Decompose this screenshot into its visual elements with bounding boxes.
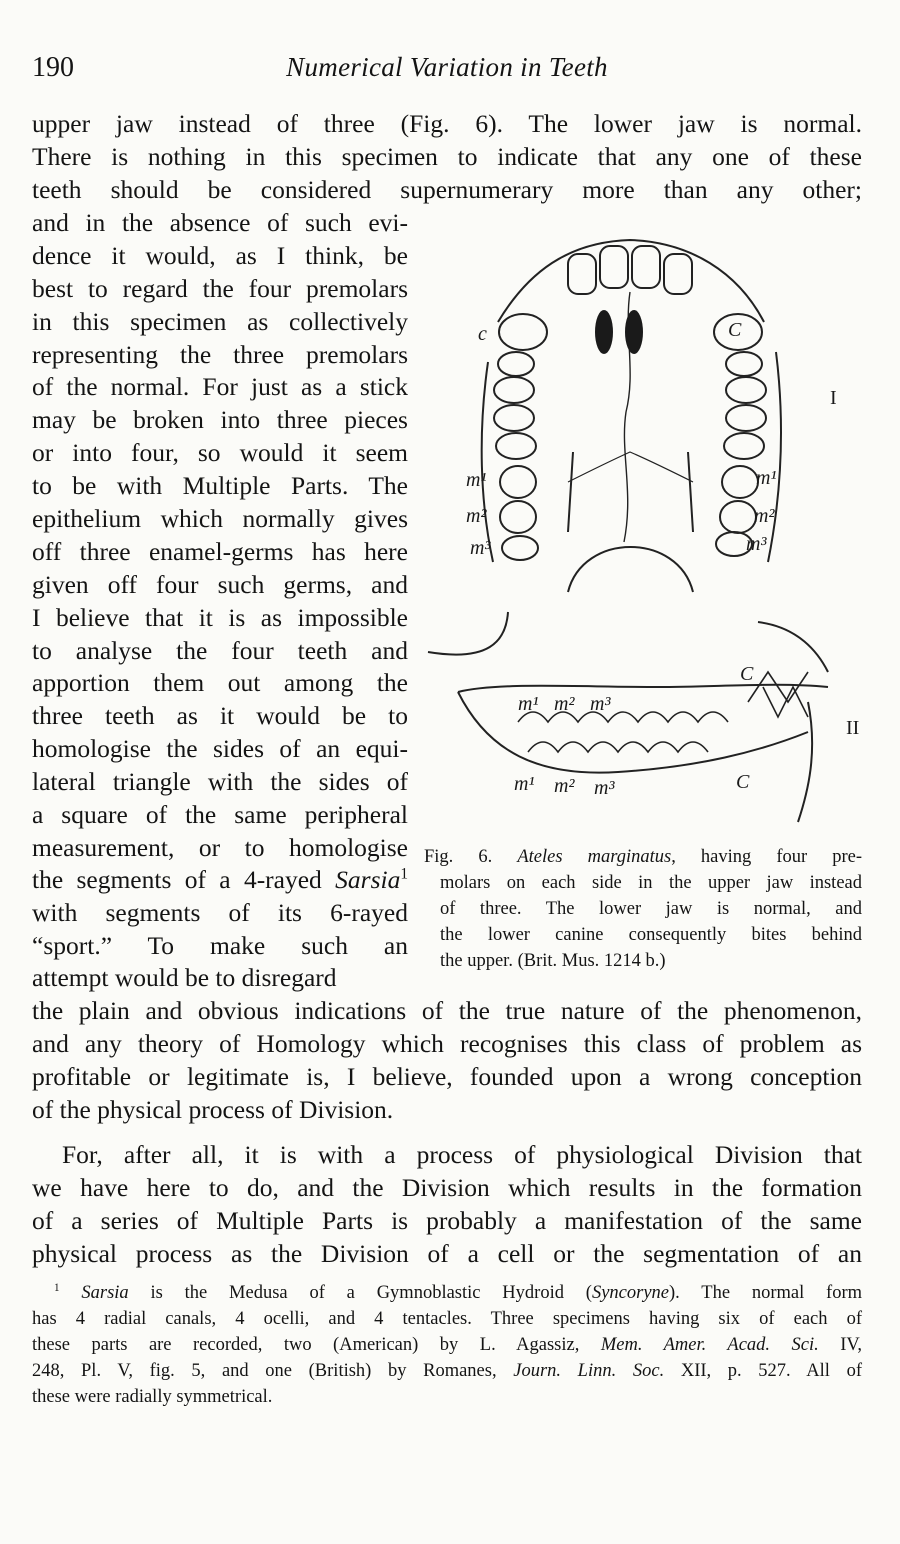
label-m1-lower-row: m¹ (514, 773, 535, 795)
body-line-sarsia: the segments of a 4-rayed Sarsia$^1$ (32, 865, 408, 894)
body-line: apportion them out among the (32, 668, 408, 697)
body-line: attempt would be to disregard (32, 963, 337, 992)
label-m3-lower-row: m³ (594, 777, 615, 799)
footnote-line: these were radially symmetrical. (32, 1387, 273, 1407)
body-line: of a series of Multiple Parts is probably a manifestation of the same (32, 1206, 862, 1235)
body-line: to analyse the four teeth and (32, 636, 408, 665)
body-line: upper jaw instead of three (Fig. 6). The lower jaw is normal. (32, 109, 862, 138)
label-m3-upper-row: m³ (590, 693, 611, 715)
figure-caption-line: the upper. (Brit. Mus. 1214 b.) (440, 951, 666, 971)
body-line: given off four such germs, and (32, 570, 408, 599)
footnote-line: has 4 radial canals, 4 ocelli, and 4 tentacles. Three specimens having six of each of (32, 1309, 862, 1329)
body-line: of the normal. For just as a stick (32, 372, 408, 401)
body-line: homologise the sides of an equi- (32, 734, 408, 763)
body-line: I believe that it is as impossible (32, 603, 408, 632)
body-line: with segments of its 6-rayed (32, 898, 408, 927)
figure-caption-line: Fig. 6. Ateles marginatus, having four pre- (424, 847, 862, 867)
label-m1-upper-row: m¹ (518, 693, 539, 715)
body-line: or into four, so would it seem (32, 438, 408, 467)
footnote-ref[interactable]: 1 (400, 865, 408, 883)
label-m1-left: m¹ (466, 469, 487, 491)
footnote-line: $^1$ Sarsia is the Medusa of a Gymnoblastic Hydroid (Syncoryne). The normal form (54, 1281, 863, 1303)
footnote-mark: 1 (54, 1281, 60, 1294)
label-c-right: C (728, 319, 742, 341)
body-line: There is nothing in this specimen to indicate that any one of these (32, 142, 862, 171)
label-roman-II: II (846, 717, 860, 739)
label-C-lower: C (736, 771, 750, 793)
figure-caption-line: the lower canine consequently bites behind (440, 925, 862, 945)
body-line: “sport.” To make such an (32, 931, 408, 960)
page-number: 190 (32, 52, 74, 83)
body-line: For, after all, it is with a process of physiological Division that (62, 1140, 862, 1169)
figure-caption-line: of three. The lower jaw is normal, and (440, 899, 862, 919)
body-line: three teeth as it would be to (32, 701, 408, 730)
body-line: representing the three premolars (32, 340, 408, 369)
body-line: measurement, or to homologise (32, 833, 408, 862)
body-line: dence it would, as I think, be (32, 241, 408, 270)
body-line: may be broken into three pieces (32, 405, 408, 434)
label-m3-left: m³ (470, 537, 491, 559)
body-line: the plain and obvious indications of the true nature of the phenomenon, (32, 996, 862, 1025)
body-line: a square of the same peripheral (32, 800, 408, 829)
body-line: in this specimen as collectively (32, 307, 408, 336)
body-line: profitable or legitimate is, I believe, founded upon a wrong conception (32, 1062, 862, 1091)
footnote-line: 248, Pl. V, fig. 5, and one (British) by Romanes, Journ. Linn. Soc. XII, p. 527. All of (32, 1361, 862, 1381)
body-line: of the physical process of Division. (32, 1095, 394, 1124)
body-line: and any theory of Homology which recognises this class of problem as (32, 1029, 862, 1058)
footnote-line: these parts are recorded, two (American) by L. Agassiz, Mem. Amer. Acad. Sci. IV, (32, 1335, 862, 1355)
sarsia-word: Sarsia (335, 865, 401, 894)
body-line: epithelium which normally gives (32, 504, 408, 533)
running-title: Numerical Variation in Teeth (286, 52, 608, 82)
label-roman-I: I (830, 387, 837, 409)
body-line: lateral triangle with the sides of (32, 767, 408, 796)
label-m2-left: m² (466, 505, 487, 527)
body-line: to be with Multiple Parts. The (32, 471, 408, 500)
body-line: physical process as the Division of a cell or the segmentation of an (32, 1239, 862, 1268)
body-line: best to regard the four premolars (32, 274, 408, 303)
figure-caption-line: molars on each side in the upper jaw instead (440, 873, 862, 893)
label-C-upper: C (740, 663, 754, 685)
label-m2-lower-row: m² (554, 775, 575, 797)
label-m2-right: m² (754, 505, 775, 527)
body-line: and in the absence of such evi- (32, 208, 408, 237)
label-m1-right: m¹ (756, 467, 777, 489)
label-m3-right: m³ (746, 533, 767, 555)
page-header (32, 52, 862, 88)
label-c-left: c (478, 323, 487, 345)
body-line: teeth should be considered supernumerary more than any other; (32, 175, 862, 204)
body-line: off three enamel-germs has here (32, 537, 408, 566)
body-line: we have here to do, and the Division which results in the formation (32, 1173, 862, 1202)
label-m2-upper-row: m² (554, 693, 575, 715)
figure-6-illustration (418, 232, 862, 838)
